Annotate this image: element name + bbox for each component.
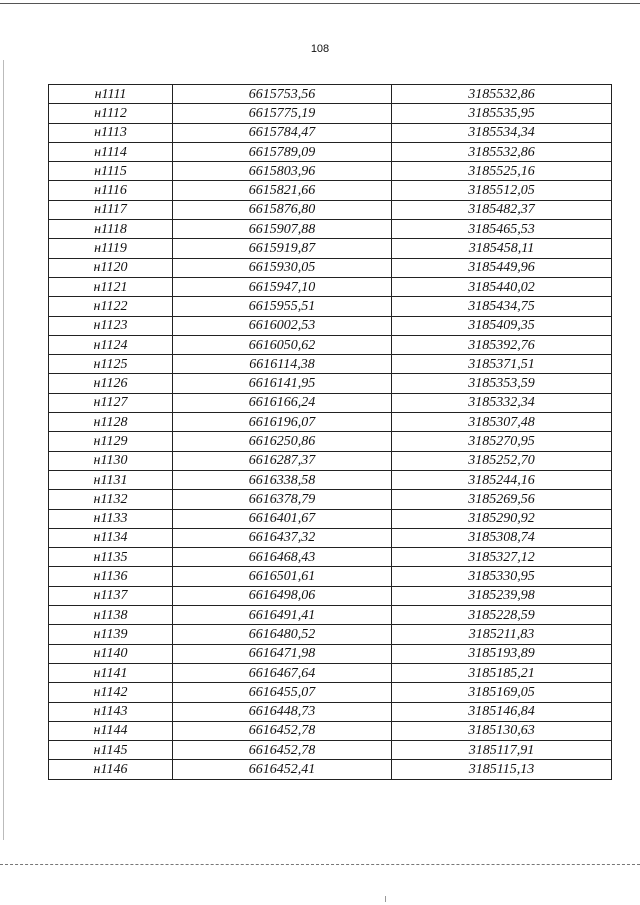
table-row xyxy=(49,432,612,451)
point-id-cell: н1142 xyxy=(49,683,173,702)
y-coordinate-cell: 3185269,56 xyxy=(392,490,612,509)
x-coordinate-cell: 6616498,06 xyxy=(173,586,392,605)
y-coordinate-cell: 3185130,63 xyxy=(392,721,612,740)
y-coordinate-cell: 3185332,34 xyxy=(392,393,612,412)
point-id-cell: н1137 xyxy=(49,586,173,605)
point-id-cell: н1138 xyxy=(49,606,173,625)
point-id-cell: н1145 xyxy=(49,741,173,760)
x-coordinate-cell: 6616467,64 xyxy=(173,663,392,682)
point-id-cell: н1120 xyxy=(49,258,173,277)
table-row xyxy=(49,297,612,316)
y-coordinate-cell: 3185146,84 xyxy=(392,702,612,721)
x-coordinate-cell: 6616452,78 xyxy=(173,741,392,760)
y-coordinate-cell: 3185307,48 xyxy=(392,413,612,432)
y-coordinate-cell: 3185290,92 xyxy=(392,509,612,528)
x-coordinate-cell: 6615876,80 xyxy=(173,200,392,219)
point-id-cell: н1146 xyxy=(49,760,173,779)
table-row xyxy=(49,393,612,412)
x-coordinate-cell: 6616250,86 xyxy=(173,432,392,451)
table-row xyxy=(49,181,612,200)
table-row xyxy=(49,123,612,142)
table-row xyxy=(49,663,612,682)
y-coordinate-cell: 3185512,05 xyxy=(392,181,612,200)
point-id-cell: н1126 xyxy=(49,374,173,393)
x-coordinate-cell: 6616401,67 xyxy=(173,509,392,528)
point-id-cell: н1116 xyxy=(49,181,173,200)
x-coordinate-cell: 6616455,07 xyxy=(173,683,392,702)
top-scan-rule xyxy=(0,3,640,4)
table-row xyxy=(49,760,612,779)
y-coordinate-cell: 3185270,95 xyxy=(392,432,612,451)
point-id-cell: н1135 xyxy=(49,548,173,567)
point-id-cell: н1136 xyxy=(49,567,173,586)
point-id-cell: н1144 xyxy=(49,721,173,740)
point-id-cell: н1129 xyxy=(49,432,173,451)
point-id-cell: н1118 xyxy=(49,220,173,239)
x-coordinate-cell: 6616141,95 xyxy=(173,374,392,393)
point-id-cell: н1130 xyxy=(49,451,173,470)
point-id-cell: н1115 xyxy=(49,162,173,181)
x-coordinate-cell: 6616452,78 xyxy=(173,721,392,740)
table-row xyxy=(49,239,612,258)
table-row xyxy=(49,162,612,181)
y-coordinate-cell: 3185392,76 xyxy=(392,335,612,354)
table-row xyxy=(49,567,612,586)
point-id-cell: н1131 xyxy=(49,470,173,489)
x-coordinate-cell: 6616501,61 xyxy=(173,567,392,586)
y-coordinate-cell: 3185115,13 xyxy=(392,760,612,779)
point-id-cell: н1139 xyxy=(49,625,173,644)
y-coordinate-cell: 3185239,98 xyxy=(392,586,612,605)
y-coordinate-cell: 3185482,37 xyxy=(392,200,612,219)
bottom-scan-line xyxy=(0,864,640,865)
x-coordinate-cell: 6615789,09 xyxy=(173,142,392,161)
table-row xyxy=(49,528,612,547)
x-coordinate-cell: 6616196,07 xyxy=(173,413,392,432)
table-row xyxy=(49,606,612,625)
x-coordinate-cell: 6615930,05 xyxy=(173,258,392,277)
point-id-cell: н1132 xyxy=(49,490,173,509)
point-id-cell: н1123 xyxy=(49,316,173,335)
x-coordinate-cell: 6616452,41 xyxy=(173,760,392,779)
x-coordinate-cell: 6615775,19 xyxy=(173,104,392,123)
y-coordinate-cell: 3185532,86 xyxy=(392,142,612,161)
y-coordinate-cell: 3185534,34 xyxy=(392,123,612,142)
table-row xyxy=(49,316,612,335)
table-row xyxy=(49,509,612,528)
y-coordinate-cell: 3185169,05 xyxy=(392,683,612,702)
table-row xyxy=(49,490,612,509)
point-id-cell: н1134 xyxy=(49,528,173,547)
x-coordinate-cell: 6616448,73 xyxy=(173,702,392,721)
y-coordinate-cell: 3185409,35 xyxy=(392,316,612,335)
point-id-cell: н1117 xyxy=(49,200,173,219)
y-coordinate-cell: 3185525,16 xyxy=(392,162,612,181)
point-id-cell: н1140 xyxy=(49,644,173,663)
point-id-cell: н1122 xyxy=(49,297,173,316)
x-coordinate-cell: 6615955,51 xyxy=(173,297,392,316)
y-coordinate-cell: 3185252,70 xyxy=(392,451,612,470)
y-coordinate-cell: 3185434,75 xyxy=(392,297,612,316)
x-coordinate-cell: 6616114,38 xyxy=(173,355,392,374)
table-row xyxy=(49,374,612,393)
table-row xyxy=(49,85,612,104)
table-row xyxy=(49,220,612,239)
y-coordinate-cell: 3185353,59 xyxy=(392,374,612,393)
point-id-cell: н1125 xyxy=(49,355,173,374)
x-coordinate-cell: 6616166,24 xyxy=(173,393,392,412)
y-coordinate-cell: 3185371,51 xyxy=(392,355,612,374)
page-number: 108 xyxy=(310,43,330,55)
y-coordinate-cell: 3185330,95 xyxy=(392,567,612,586)
x-coordinate-cell: 6615919,87 xyxy=(173,239,392,258)
y-coordinate-cell: 3185308,74 xyxy=(392,528,612,547)
point-id-cell: н1119 xyxy=(49,239,173,258)
table-row xyxy=(49,413,612,432)
table-row xyxy=(49,355,612,374)
x-coordinate-cell: 6616437,32 xyxy=(173,528,392,547)
point-id-cell: н1113 xyxy=(49,123,173,142)
y-coordinate-cell: 3185440,02 xyxy=(392,277,612,296)
x-coordinate-cell: 6615947,10 xyxy=(173,277,392,296)
point-id-cell: н1114 xyxy=(49,142,173,161)
y-coordinate-cell: 3185244,16 xyxy=(392,470,612,489)
x-coordinate-cell: 6616480,52 xyxy=(173,625,392,644)
y-coordinate-cell: 3185449,96 xyxy=(392,258,612,277)
table-row xyxy=(49,586,612,605)
x-coordinate-cell: 6616378,79 xyxy=(173,490,392,509)
y-coordinate-cell: 3185228,59 xyxy=(392,606,612,625)
table-row xyxy=(49,258,612,277)
point-id-cell: н1112 xyxy=(49,104,173,123)
table-row xyxy=(49,683,612,702)
x-coordinate-cell: 6616471,98 xyxy=(173,644,392,663)
point-id-cell: н1127 xyxy=(49,393,173,412)
table-row xyxy=(49,335,612,354)
y-coordinate-cell: 3185185,21 xyxy=(392,663,612,682)
x-coordinate-cell: 6615803,96 xyxy=(173,162,392,181)
coordinates-table-body xyxy=(49,85,612,780)
table-row xyxy=(49,721,612,740)
table-row xyxy=(49,104,612,123)
point-id-cell: н1128 xyxy=(49,413,173,432)
x-coordinate-cell: 6616050,62 xyxy=(173,335,392,354)
table-row xyxy=(49,470,612,489)
y-coordinate-cell: 3185117,91 xyxy=(392,741,612,760)
y-coordinate-cell: 3185211,83 xyxy=(392,625,612,644)
point-id-cell: н1143 xyxy=(49,702,173,721)
y-coordinate-cell: 3185532,86 xyxy=(392,85,612,104)
table-row xyxy=(49,277,612,296)
coordinates-table xyxy=(48,84,612,780)
table-row xyxy=(49,142,612,161)
x-coordinate-cell: 6616338,58 xyxy=(173,470,392,489)
x-coordinate-cell: 6615753,56 xyxy=(173,85,392,104)
y-coordinate-cell: 3185458,11 xyxy=(392,239,612,258)
y-coordinate-cell: 3185327,12 xyxy=(392,548,612,567)
point-id-cell: н1124 xyxy=(49,335,173,354)
x-coordinate-cell: 6616002,53 xyxy=(173,316,392,335)
left-scan-edge xyxy=(3,60,4,840)
y-coordinate-cell: 3185193,89 xyxy=(392,644,612,663)
table-row xyxy=(49,625,612,644)
table-row xyxy=(49,548,612,567)
table-row xyxy=(49,702,612,721)
scan-speck xyxy=(385,896,386,902)
table-row xyxy=(49,741,612,760)
x-coordinate-cell: 6615784,47 xyxy=(173,123,392,142)
point-id-cell: н1141 xyxy=(49,663,173,682)
table-row xyxy=(49,644,612,663)
x-coordinate-cell: 6616287,37 xyxy=(173,451,392,470)
table-row xyxy=(49,200,612,219)
x-coordinate-cell: 6616491,41 xyxy=(173,606,392,625)
y-coordinate-cell: 3185465,53 xyxy=(392,220,612,239)
x-coordinate-cell: 6615821,66 xyxy=(173,181,392,200)
y-coordinate-cell: 3185535,95 xyxy=(392,104,612,123)
x-coordinate-cell: 6615907,88 xyxy=(173,220,392,239)
x-coordinate-cell: 6616468,43 xyxy=(173,548,392,567)
table-row xyxy=(49,451,612,470)
point-id-cell: н1133 xyxy=(49,509,173,528)
point-id-cell: н1111 xyxy=(49,85,173,104)
point-id-cell: н1121 xyxy=(49,277,173,296)
